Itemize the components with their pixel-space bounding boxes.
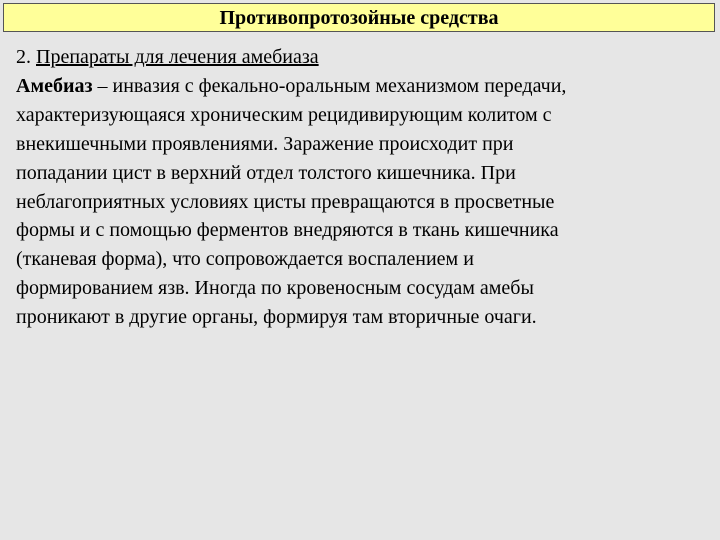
definition-term: Амебиаз [16, 74, 93, 97]
slide-title-bar [3, 3, 715, 32]
slide-content [16, 43, 711, 332]
subheading-text: Препараты для лечения амебиаза [36, 46, 319, 68]
body-line-3: попадании цист в верхний отдел толстого кишечника. При [16, 161, 516, 184]
subheading-line [16, 43, 711, 72]
body-line-5: формы и с помощью ферментов внедряются в ткань кишечника [16, 219, 559, 242]
body-line-2: внекишечными проявлениями. Заражение происходит при [16, 132, 514, 155]
slide-title: Противопротозойные средства [219, 6, 499, 29]
definition-text: – инвазия с фекально-оральным механизмом передачи, [92, 74, 567, 97]
body-line-4: неблагоприятных условиях цисты превращаются в просветные [16, 190, 555, 213]
body-line-1: характеризующаяся хроническим рецидивирующим колитом с [16, 103, 552, 126]
body-line-7: формированием язв. Иногда по кровеносным сосудам амебы [16, 277, 534, 300]
subheading-number: 2. [16, 46, 36, 68]
body-line-8: проникают в другие органы, формируя там вторичные очаги. [16, 306, 537, 329]
body-line-6: (тканевая форма), что сопровождается воспалением и [16, 248, 474, 271]
definition-line [16, 72, 711, 101]
